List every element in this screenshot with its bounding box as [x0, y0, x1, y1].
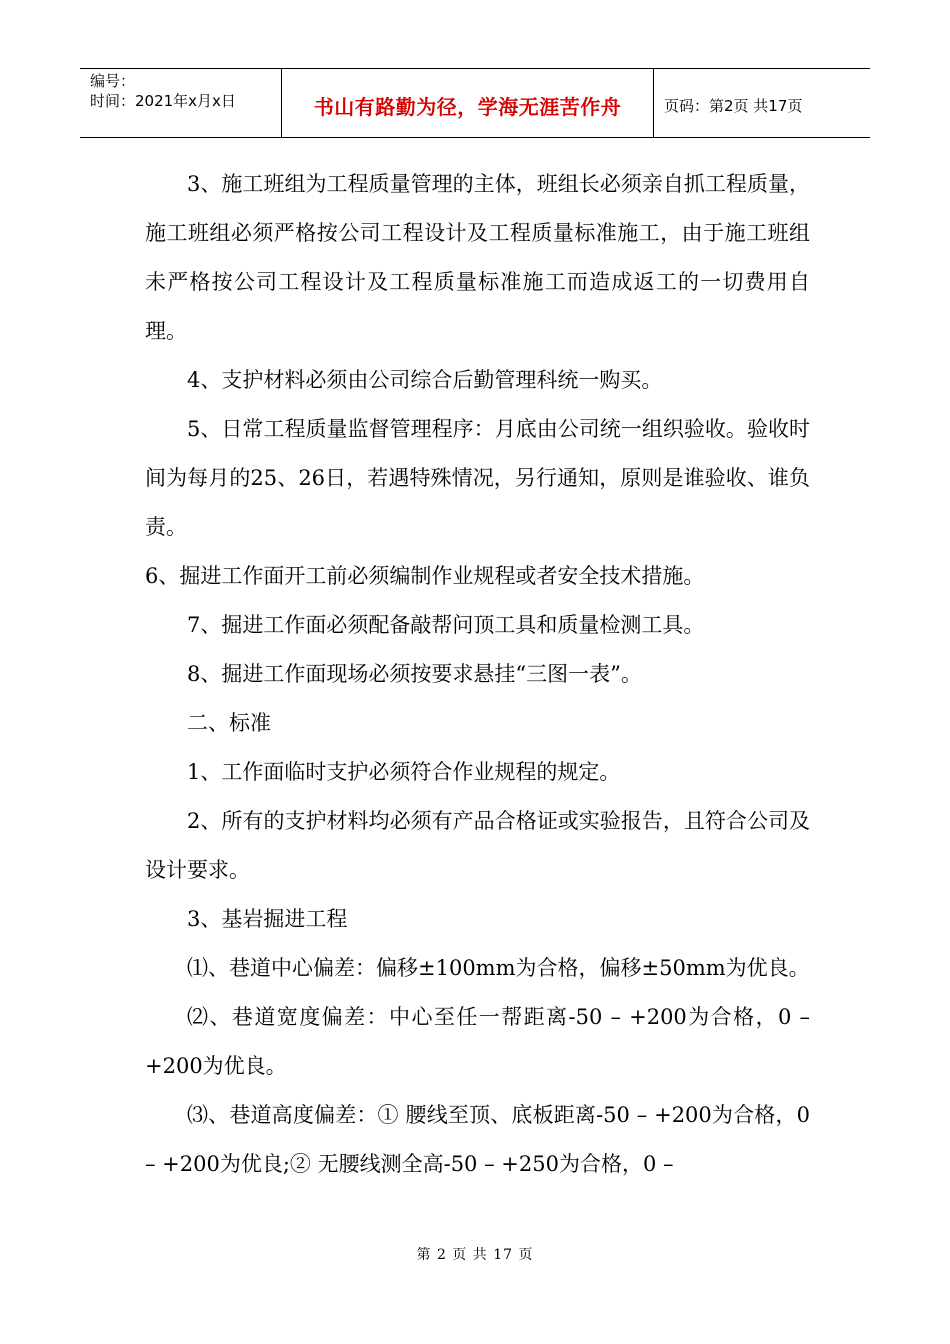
page-footer: 第 2 页 共 17 页 — [416, 1247, 534, 1263]
section-heading-standards: 二、标准 — [187, 711, 271, 735]
document-body — [145, 160, 810, 1189]
paragraph-5: 5、日常工程质量监督管理程序：月底由公司统一组织验收。验收时间为每月的25、26日，若遇特殊情况，另行通知，原则是谁验收、谁负责。 — [145, 417, 810, 539]
standard-3-item-2: ⑵、巷道宽度偏差：中心至任一帮距离-50 – +200为合格，0 – +200为优良。 — [145, 1005, 810, 1078]
standard-2: 2、所有的支护材料均必须有产品合格证或实验报告，且符合公司及设计要求。 — [145, 809, 810, 882]
header-slogan: 书山有路勤为径，学海无涯苦作舟 — [313, 94, 622, 119]
header-page-cell — [654, 69, 870, 137]
standard-3-heading: 3、基岩掘进工程 — [187, 907, 348, 931]
header-slogan-cell — [282, 69, 654, 137]
paragraph-7: 7、掘进工作面必须配备敲帮问顶工具和质量检测工具。 — [187, 613, 705, 637]
paragraph-8: 8、掘进工作面现场必须按要求悬挂“三图一表”。 — [187, 662, 642, 686]
header-meta-cell — [80, 69, 282, 137]
standard-1: 1、工作面临时支护必须符合作业规程的规定。 — [187, 760, 621, 784]
page-header — [80, 68, 870, 138]
header-page-number: 页码：第2页 共17页 — [664, 96, 803, 115]
paragraph-3: 3、施工班组为工程质量管理的主体，班组长必须亲自抓工程质量，施工班组必须严格按公司工程设计及工程质量标准施工，由于施工班组未严格按公司工程设计及工程质量标准施工而造成返工的一切费用自理。 — [145, 172, 810, 343]
standard-3-item-3: ⑶、巷道高度偏差：① 腰线至顶、底板距离-50 – +200为合格，0 – +200为优良;② 无腰线测全高-50 – +250为合格，0 – — [145, 1103, 810, 1176]
standard-3-item-1: ⑴、巷道中心偏差：偏移±100mm为合格，偏移±50mm为优良。 — [187, 956, 810, 980]
paragraph-4: 4、支护材料必须由公司综合后勤管理科统一购买。 — [187, 368, 663, 392]
document-number: 编号： — [90, 72, 136, 90]
paragraph-6: 6、掘进工作面开工前必须编制作业规程或者安全技术措施。 — [145, 564, 705, 588]
document-date: 时间：2021年x月x日 — [90, 92, 236, 110]
